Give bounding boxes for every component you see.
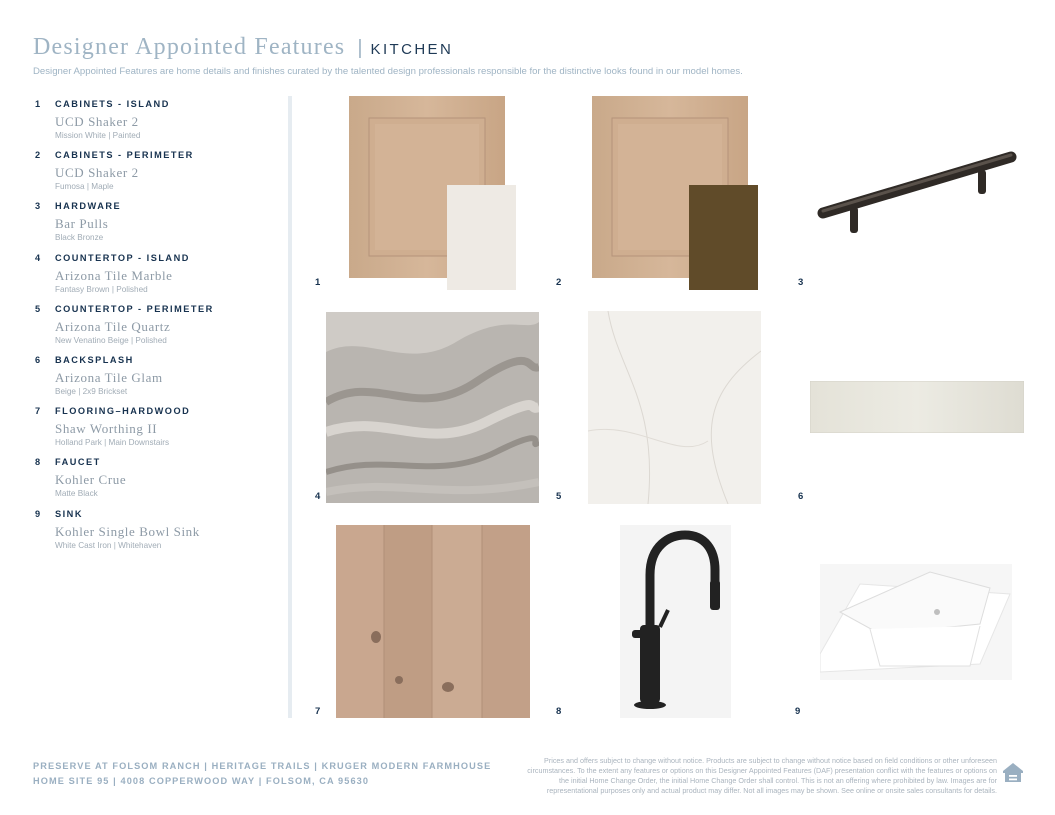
feature-number: 6 bbox=[35, 354, 42, 365]
feature-number: 3 bbox=[35, 201, 42, 212]
feature-name: Shaw Worthing II bbox=[55, 421, 158, 437]
image-number: 6 bbox=[798, 491, 804, 502]
feature-item bbox=[35, 304, 275, 355]
hardwood-flooring-swatch bbox=[336, 525, 530, 718]
feature-name: Bar Pulls bbox=[55, 216, 109, 232]
marble-countertop-swatch bbox=[326, 312, 539, 503]
feature-detail: White Cast Iron | Whitehaven bbox=[55, 540, 162, 550]
feature-item bbox=[35, 457, 275, 508]
feature-category: COUNTERTOP - PERIMETER bbox=[55, 303, 214, 314]
feature-detail: Fantasy Brown | Polished bbox=[55, 284, 148, 294]
image-number: 1 bbox=[315, 277, 321, 288]
feature-name: UCD Shaker 2 bbox=[55, 165, 139, 181]
footer-line-2: HOME SITE 95 | 4008 COPPERWOOD WAY | FOLSOM, CA 95630 bbox=[33, 776, 370, 786]
image-number: 2 bbox=[556, 277, 562, 288]
feature-detail: Black Bronze bbox=[55, 233, 104, 243]
feature-category: CABINETS - ISLAND bbox=[55, 99, 170, 109]
feature-number: 9 bbox=[35, 508, 42, 519]
intro-text: Designer Appointed Features are home details and finishes curated by the talented design professionals responsible for the distinctive looks found in our model homes. bbox=[33, 66, 743, 77]
feature-category: HARDWARE bbox=[55, 201, 122, 212]
feature-name: Kohler Crue bbox=[55, 472, 127, 488]
image-number: 9 bbox=[795, 706, 801, 717]
quartz-countertop-swatch bbox=[588, 311, 761, 504]
sink-image bbox=[820, 564, 1012, 680]
feature-item bbox=[35, 150, 275, 201]
feature-number: 2 bbox=[35, 150, 42, 161]
cabinet-island-swatch bbox=[349, 96, 517, 290]
feature-list bbox=[35, 99, 275, 560]
title-row bbox=[33, 34, 453, 61]
disclaimer-text: Prices and offers subject to change without notice. Products are subject to change without notice based on field conditions or other unforeseen circumstances. To the extent any features or options on this Designer Appointed Features (DAF) presentation conflict with the features or options on the initial Home Change Order, the initial Home Change Order shall control. This is not an offering where prohibited by law. Images are for representational purposes only and actual product may differ. Not all images may be shown. See online or onsite sales consultants for details. bbox=[527, 756, 997, 796]
feature-number: 1 bbox=[35, 99, 42, 109]
image-number: 3 bbox=[798, 277, 804, 288]
feature-detail: New Venatino Beige | Polished bbox=[55, 335, 167, 345]
feature-number: 5 bbox=[35, 303, 42, 314]
feature-item bbox=[35, 509, 275, 560]
bar-pull-image bbox=[815, 145, 1019, 240]
image-number: 5 bbox=[556, 491, 562, 502]
feature-name: UCD Shaker 2 bbox=[55, 114, 139, 129]
cabinet-perimeter-swatch bbox=[592, 96, 760, 290]
feature-item bbox=[35, 99, 275, 150]
feature-item bbox=[35, 406, 275, 457]
faucet-image bbox=[620, 525, 731, 718]
title-separator: | bbox=[357, 37, 363, 59]
feature-name: Kohler Single Bowl Sink bbox=[55, 523, 200, 539]
feature-item bbox=[35, 201, 275, 252]
page-title: Designer Appointed Features bbox=[33, 34, 346, 60]
column-divider bbox=[288, 96, 292, 718]
feature-category: CABINETS - PERIMETER bbox=[55, 150, 194, 161]
backsplash-tile-swatch bbox=[810, 381, 1024, 433]
feature-detail: Fumosa | Maple bbox=[55, 182, 114, 192]
image-number: 7 bbox=[315, 706, 321, 717]
feature-detail: Matte Black bbox=[55, 489, 98, 499]
feature-name: Arizona Tile Quartz bbox=[55, 318, 171, 334]
footer-address bbox=[33, 759, 491, 789]
feature-category: SINK bbox=[55, 508, 83, 519]
feature-name: Arizona Tile Glam bbox=[55, 369, 163, 385]
equal-housing-icon bbox=[1001, 760, 1025, 784]
feature-number: 8 bbox=[35, 457, 42, 468]
image-number: 4 bbox=[315, 491, 321, 502]
feature-category: BACKSPLASH bbox=[55, 354, 134, 365]
feature-detail: Beige | 2x9 Brickset bbox=[55, 386, 128, 396]
footer-line-1: PRESERVE AT FOLSOM RANCH | HERITAGE TRAILS | KRUGER MODERN FARMHOUSE bbox=[33, 761, 492, 771]
feature-category: FLOORING–HARDWOOD bbox=[55, 406, 191, 417]
feature-item bbox=[35, 355, 275, 406]
page-header bbox=[33, 34, 453, 61]
page-subtitle: KITCHEN bbox=[370, 41, 454, 58]
feature-number: 4 bbox=[35, 252, 42, 263]
feature-name: Arizona Tile Marble bbox=[55, 267, 173, 283]
image-number: 8 bbox=[556, 706, 562, 717]
feature-item bbox=[35, 253, 275, 304]
feature-category: FAUCET bbox=[55, 457, 101, 468]
feature-number: 7 bbox=[35, 406, 42, 417]
feature-detail: Mission White | Painted bbox=[55, 131, 141, 140]
feature-detail: Holland Park | Main Downstairs bbox=[55, 438, 170, 448]
feature-category: COUNTERTOP - ISLAND bbox=[55, 252, 190, 263]
